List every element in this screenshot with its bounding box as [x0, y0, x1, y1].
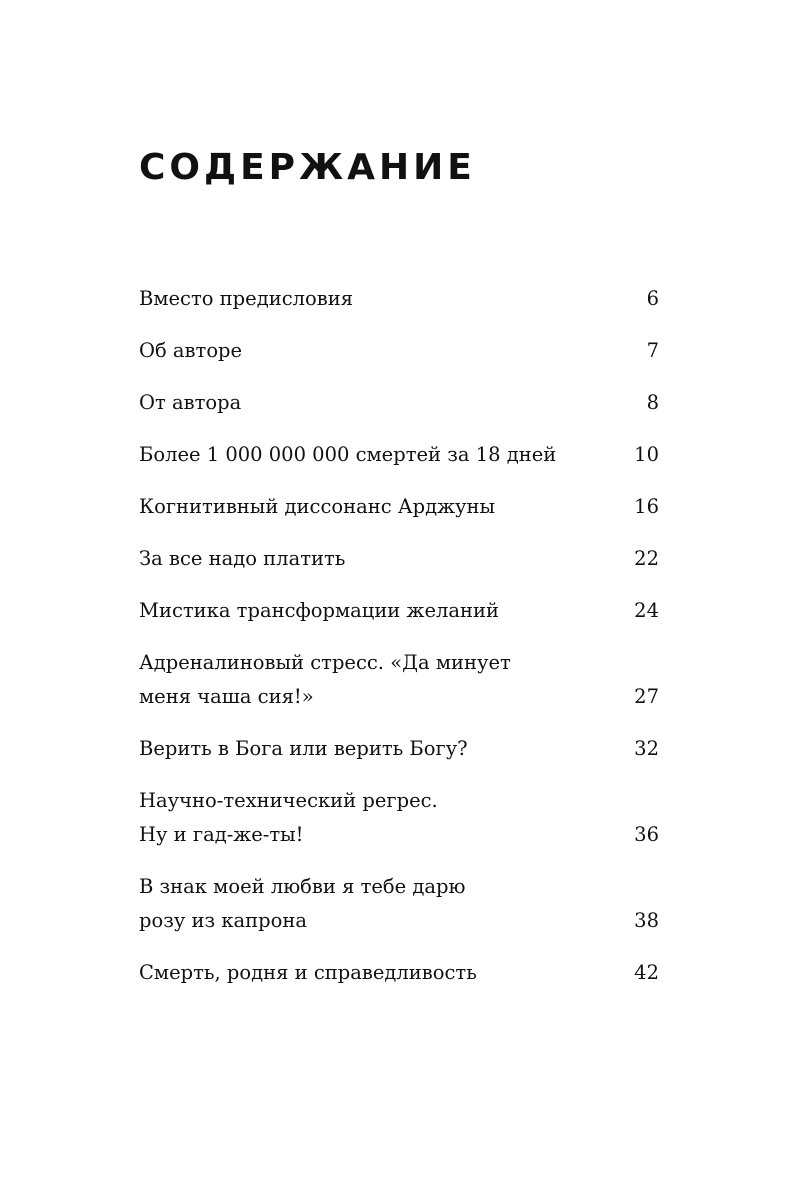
- toc-entry-title: Когнитивный диссонанс Арджуны: [139, 495, 496, 518]
- toc-entry[interactable]: [139, 732, 659, 766]
- toc-entry[interactable]: [139, 282, 659, 316]
- toc-entry-page: 36: [634, 823, 659, 846]
- toc-entry-title: В знак моей любви я тебе дарю розу из капрона: [139, 875, 466, 932]
- toc-entry-page: 6: [646, 287, 659, 310]
- toc-entry[interactable]: [139, 334, 659, 368]
- toc-entry-page: 42: [634, 961, 659, 984]
- toc-entry-page: 7: [646, 339, 659, 362]
- toc-entry-page: 8: [646, 391, 659, 414]
- toc-entry[interactable]: [139, 490, 659, 524]
- toc-entry[interactable]: [139, 438, 659, 472]
- toc-entry-page: 22: [634, 547, 659, 570]
- toc-entry-page: 16: [634, 495, 659, 518]
- toc-entry[interactable]: [139, 386, 659, 420]
- toc-entry-title: Научно-технический регрес. Ну и гад-же-ты!: [139, 789, 438, 846]
- toc-entry[interactable]: [139, 870, 659, 938]
- toc-entry[interactable]: [139, 956, 659, 990]
- toc-entry[interactable]: [139, 542, 659, 576]
- toc-entry[interactable]: [139, 594, 659, 628]
- toc-entry-title: Об авторе: [139, 339, 243, 362]
- toc-entry-page: 10: [634, 443, 659, 466]
- toc-entry[interactable]: [139, 784, 659, 852]
- toc-entry-title: Верить в Бога или верить Богу?: [139, 737, 468, 760]
- toc-entry-page: 38: [634, 909, 659, 932]
- toc-entry-title: За все надо платить: [139, 547, 346, 570]
- toc-entry[interactable]: [139, 646, 659, 714]
- toc-entry-title: Более 1 000 000 000 смертей за 18 дней: [139, 443, 557, 466]
- toc-entry-page: 24: [634, 599, 659, 622]
- toc-entry-title: Смерть, родня и справедливость: [139, 961, 477, 984]
- toc-entry-title: От автора: [139, 391, 242, 414]
- toc-entry-page: 27: [634, 685, 659, 708]
- toc-entry-page: 32: [634, 737, 659, 760]
- toc-entry-title: Вместо предисловия: [139, 287, 354, 310]
- toc-heading: СОДЕРЖАНИЕ: [139, 147, 476, 188]
- toc-entry-title: Мистика трансформации желаний: [139, 599, 499, 622]
- toc-entry-title: Адреналиновый стресс. «Да минует меня чаша сия!»: [139, 651, 511, 708]
